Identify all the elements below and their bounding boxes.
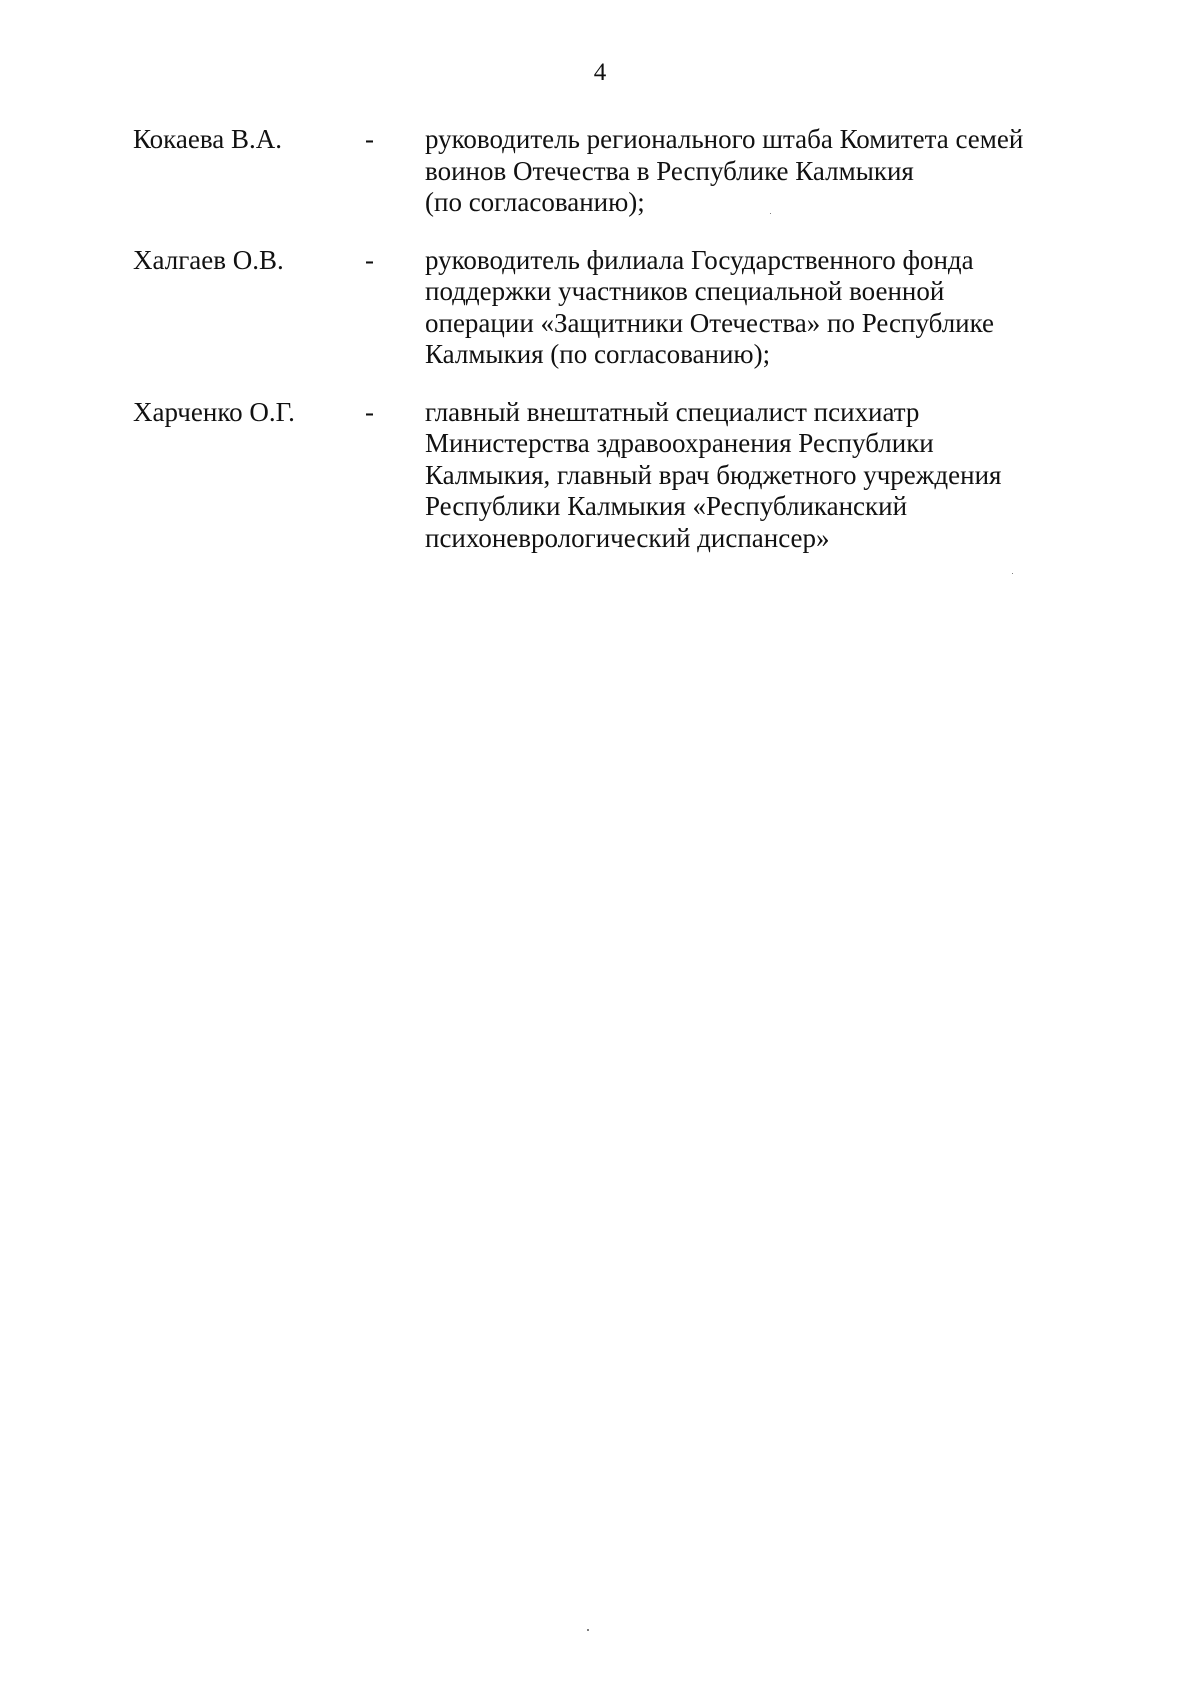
description-line: Калмыкия, главный врач бюджетного учреждения bbox=[425, 459, 1002, 490]
description-line: Министерства здравоохранения Республики bbox=[425, 428, 934, 458]
member-dash: - bbox=[365, 124, 374, 154]
scan-speck bbox=[770, 213, 771, 214]
member-list bbox=[133, 124, 1073, 580]
scan-speck bbox=[1012, 573, 1013, 574]
member-entry bbox=[133, 397, 1073, 555]
page-number: 4 bbox=[593, 59, 607, 86]
member-dash: - bbox=[365, 396, 374, 427]
member-name: Кокаева В.А. bbox=[133, 124, 282, 154]
description-line: руководитель филиала Государственного фонда bbox=[425, 244, 974, 275]
description-line: психоневрологический диспансер» bbox=[425, 522, 830, 553]
description-line: Республики Калмыкия «Республиканский bbox=[425, 491, 908, 521]
description-line: операции «Защитники Отечества» по Республике bbox=[425, 307, 995, 338]
description-line: поддержки участников специальной военной bbox=[425, 276, 945, 306]
member-description bbox=[425, 397, 1073, 555]
member-description bbox=[425, 245, 1073, 371]
member-name: Харченко О.Г. bbox=[133, 396, 295, 427]
member-name: Халгаев О.В. bbox=[133, 244, 284, 275]
description-line: главный внештатный специалист психиатр bbox=[425, 396, 920, 427]
member-description bbox=[425, 124, 1073, 219]
member-dash: - bbox=[365, 244, 374, 275]
description-line: Калмыкия (по согласованию); bbox=[425, 339, 771, 369]
description-line: руководитель регионального штаба Комитета семей bbox=[425, 124, 1024, 154]
description-line: (по согласованию); bbox=[425, 187, 645, 217]
member-entry bbox=[133, 245, 1073, 371]
description-line: воинов Отечества в Республике Калмыкия bbox=[425, 155, 914, 186]
scan-speck bbox=[587, 1629, 589, 1631]
member-entry bbox=[133, 124, 1073, 219]
